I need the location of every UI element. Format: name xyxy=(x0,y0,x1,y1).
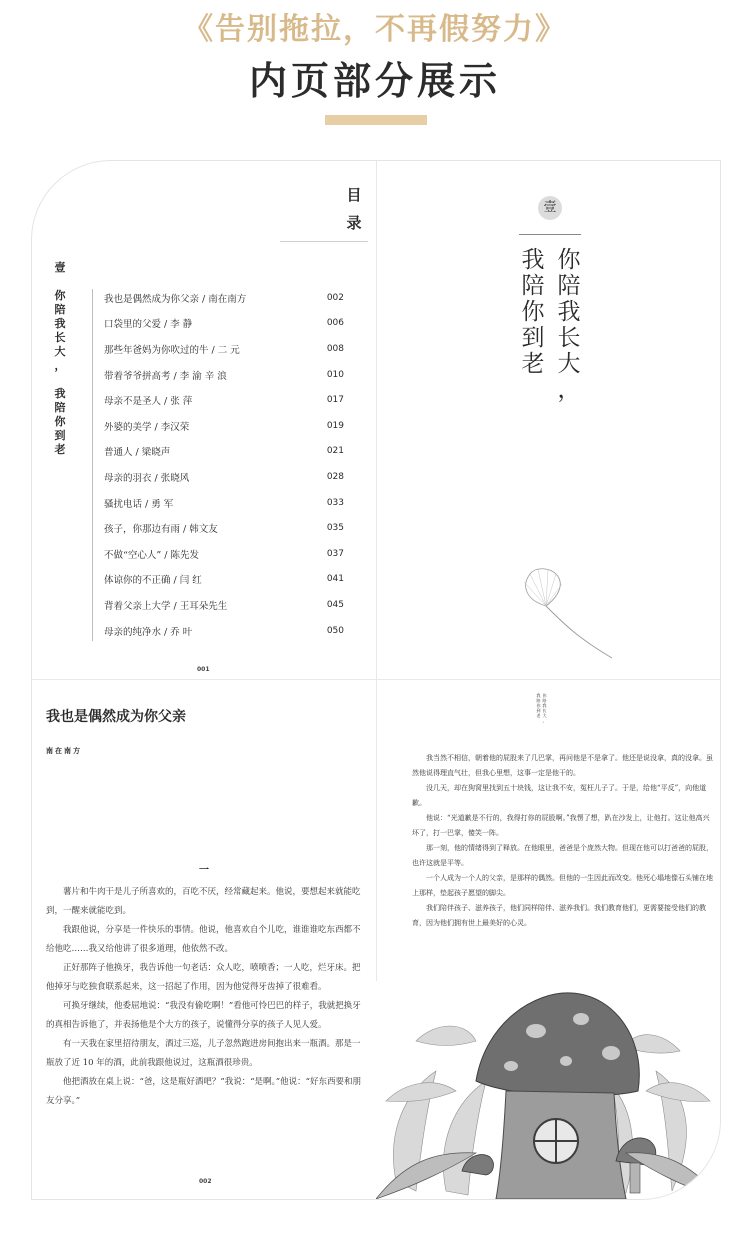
toc-item[interactable] xyxy=(104,362,344,388)
ginkgo-leaf-icon xyxy=(516,566,616,661)
paragraph: 有一天我在家里招待朋友，酒过三巡，儿子忽然跑进房间抱出来一瓶酒。那是一瓶放了近 10 年的酒，此前我跟他说过，这瓶酒很珍贵。 xyxy=(46,1039,361,1068)
toc-item[interactable] xyxy=(104,387,344,413)
chapter-rule xyxy=(519,234,581,235)
paragraph: 正好那阵子他换牙，我告诉他一句老话：众人吃，喷喷香；一人吃，烂牙床。把他掉牙与吃独食联系起来，这一招起了作用，因为他觉得牙齿掉了很难看。 xyxy=(46,963,361,992)
part-label-char: 到 xyxy=(54,429,66,442)
toc-item-page: 002 xyxy=(326,292,344,303)
toc-item-title: 普通人 / 梁晓声 xyxy=(104,447,171,459)
chapter-title-column-right xyxy=(556,247,582,403)
running-title-char: 到 xyxy=(536,708,541,713)
paragraph: 可换牙继续，他委屈地说：“我没有偷吃啊！”看他可怜巴巴的样子，我就把换牙的真相告诉他了，并表扬他是个大方的孩子，说懂得分享的孩子人见人爱。 xyxy=(46,1001,361,1030)
toc-heading-char: 目 xyxy=(346,186,362,204)
chapter-title-char: 你 xyxy=(557,247,581,273)
paragraph: 那一刻，他的情绪得到了释放。在他眼里，爸爸是个庞然大物。但现在他可以打爸爸的屁股，也许这就是平等。 xyxy=(412,844,713,867)
toc-item[interactable] xyxy=(104,592,344,618)
toc-item[interactable] xyxy=(104,336,344,362)
toc-item-page: 033 xyxy=(326,497,344,508)
part-label-char: 我 xyxy=(54,387,66,400)
paragraph: 没几天，却在狗窝里找到五十块钱，这让我不安，冤枉儿子了。于是，给他“平反”，向他道歉。 xyxy=(412,784,707,807)
toc-item-title: 外婆的美学 / 李汉荣 xyxy=(104,421,190,433)
book-title: 《告别拖拉，不再假努力》 xyxy=(183,12,567,47)
running-title-char: 你 xyxy=(536,703,541,708)
article-author: 南在南方 xyxy=(46,746,82,755)
toc-item-page: 017 xyxy=(326,395,344,406)
toc-item-page: 028 xyxy=(326,471,344,482)
part-label-char: 你 xyxy=(54,415,66,428)
toc-heading xyxy=(344,181,364,237)
part-label-char: 你 xyxy=(54,289,66,302)
chapter-title-char: 老 xyxy=(521,351,545,377)
toc-item[interactable] xyxy=(104,567,344,593)
toc-item-page: 019 xyxy=(326,420,344,431)
chapter-title-char: 我 xyxy=(521,247,545,273)
part-label-char xyxy=(52,373,68,387)
folio-toc: 001 xyxy=(197,666,210,673)
toc-item[interactable] xyxy=(104,618,344,644)
toc-item-title: 那些年爸妈为你吹过的牛 / 二 元 xyxy=(104,344,240,356)
paragraph: 他说：“光道歉是不行的，我得打你的屁股啊。”我愣了想，趴在沙发上，让他打。这让他高兴坏了，打一巴掌，傻笑一阵。 xyxy=(412,814,710,837)
chapter-title-char: 长 xyxy=(557,325,581,351)
mushroom-house-illustration-icon xyxy=(376,981,720,1199)
part-label-char: ， xyxy=(54,359,66,372)
toc-item[interactable] xyxy=(104,285,344,311)
paragraph: 我跟他说，分享是一件快乐的事情。他说，他喜欢自个儿吃，谁谁谁吃东西都不给他吃……我又给他讲了很多道理，他依然不改。 xyxy=(46,925,361,954)
toc-item-page: 041 xyxy=(326,574,344,585)
running-title-char: 我 xyxy=(542,703,547,708)
paragraph: 一个人成为一个人的父亲，是那样的偶然。但他的一生因此而改变。他死心塌地像石头铺在地上那样，垫起孩子愿望的脚尖。 xyxy=(412,874,713,897)
running-title-char: 老 xyxy=(536,713,541,718)
toc-item-title: 母亲的纯净水 / 乔 叶 xyxy=(104,626,193,638)
toc-rule xyxy=(280,241,368,242)
part-label-char: 陪 xyxy=(54,401,66,414)
toc-item[interactable] xyxy=(104,515,344,541)
toc-item-title: 体谅你的不正确 / 闫 红 xyxy=(104,575,202,587)
chapter-title-char: 到 xyxy=(521,325,545,351)
toc-list xyxy=(104,285,344,643)
chapter-title-char: 你 xyxy=(521,299,545,325)
part-label-char: 陪 xyxy=(54,303,66,316)
toc-item-page: 050 xyxy=(326,625,344,636)
toc-item-title: 母亲的羽衣 / 张晓风 xyxy=(104,472,190,484)
part-label-char: 老 xyxy=(54,443,66,456)
running-title-char: 我 xyxy=(536,693,541,698)
chapter-badge: 壹 xyxy=(538,196,562,220)
running-title-char: 大 xyxy=(542,713,547,718)
running-title-char: 陪 xyxy=(542,698,547,703)
right-page-body xyxy=(412,751,714,931)
toc-bracket-line xyxy=(92,289,93,641)
paragraph: 他把酒放在桌上说：“爸，这是瓶好酒吧？”我说：“是啊。”他说：“好东西要和朋友分享。” xyxy=(46,1077,361,1106)
toc-item-title: 不做“空心人” / 陈先发 xyxy=(104,549,199,561)
accent-bar xyxy=(325,115,427,125)
running-title-char: 你 xyxy=(542,693,547,698)
toc-item-page: 010 xyxy=(326,369,344,380)
toc-item-title: 带着爷爷拼高考 / 李 渝 辛 浪 xyxy=(104,370,227,382)
toc-item-page: 035 xyxy=(326,523,344,534)
toc-item-title: 背着父亲上大学 / 王耳朵先生 xyxy=(104,600,228,612)
chapter-title-char: 陪 xyxy=(557,273,581,299)
paragraph: 薯片和牛肉干是儿子所喜欢的，百吃不厌，经常藏起来。他说，要想起来就能吃到，一醒来就能吃到。 xyxy=(46,887,361,916)
running-title-char: ， xyxy=(542,718,547,723)
toc-item[interactable] xyxy=(104,490,344,516)
running-title-char: 长 xyxy=(542,708,547,713)
toc-item-page: 045 xyxy=(326,599,344,610)
paragraph: 我当然不相信，朝着他的屁股来了几巴掌，再问他是不是拿了。他还是说没拿，真的没拿。虽然他说得理直气壮，但我心里想，这事一定是他干的。 xyxy=(412,754,713,777)
running-title-char: 陪 xyxy=(536,698,541,703)
chapter-title-column-left xyxy=(520,247,546,377)
article-title: 我也是偶然成为你父亲 xyxy=(46,709,186,725)
part-label-char xyxy=(52,275,68,289)
chapter-title-char: 我 xyxy=(557,299,581,325)
paragraph: 我们陪伴孩子、滋养孩子，他们同样陪伴、滋养我们。我们教育他们，更需要接受他们的教育，因为他们拥有世上最美好的心灵。 xyxy=(412,904,706,927)
page-divider xyxy=(32,679,720,680)
part-label-char: 我 xyxy=(54,317,66,330)
toc-item-title: 骚扰电话 / 勇 军 xyxy=(104,498,174,510)
part-label-char: 壹 xyxy=(54,261,66,274)
toc-item-title: 口袋里的父爱 / 李 静 xyxy=(104,319,193,331)
running-title-column xyxy=(542,693,547,723)
chapter-title-char: ， xyxy=(557,377,581,403)
toc-item-title: 母亲不是圣人 / 张 萍 xyxy=(104,396,193,408)
folio-article: 002 xyxy=(199,1178,212,1185)
part-label-char: 大 xyxy=(54,345,66,358)
toc-item-title: 孩子，你那边有雨 / 韩文友 xyxy=(104,524,218,536)
toc-item-page: 008 xyxy=(326,343,344,354)
running-title-vertical xyxy=(536,693,547,723)
toc-item[interactable] xyxy=(104,464,344,490)
article-body xyxy=(46,883,364,1111)
article-section-number: 一 xyxy=(199,865,209,876)
book-spread xyxy=(31,160,721,1200)
toc-item-page: 021 xyxy=(326,446,344,457)
toc-item[interactable] xyxy=(104,541,344,567)
running-title-column xyxy=(536,693,541,723)
toc-item-title: 我也是偶然成为你父亲 / 南在南方 xyxy=(104,293,247,305)
toc-item-page: 037 xyxy=(326,548,344,559)
part-label-vertical xyxy=(52,261,68,457)
part-label-char: 长 xyxy=(54,331,66,344)
toc-item-page: 006 xyxy=(326,318,344,329)
toc-item[interactable] xyxy=(104,413,344,439)
toc-item[interactable] xyxy=(104,439,344,465)
toc-heading-char: 录 xyxy=(346,214,362,232)
chapter-title-char: 陪 xyxy=(521,273,545,299)
toc-item[interactable] xyxy=(104,311,344,337)
section-title: 内页部分展示 xyxy=(248,59,501,103)
chapter-title-char: 大 xyxy=(557,351,581,377)
page-header xyxy=(0,0,750,140)
